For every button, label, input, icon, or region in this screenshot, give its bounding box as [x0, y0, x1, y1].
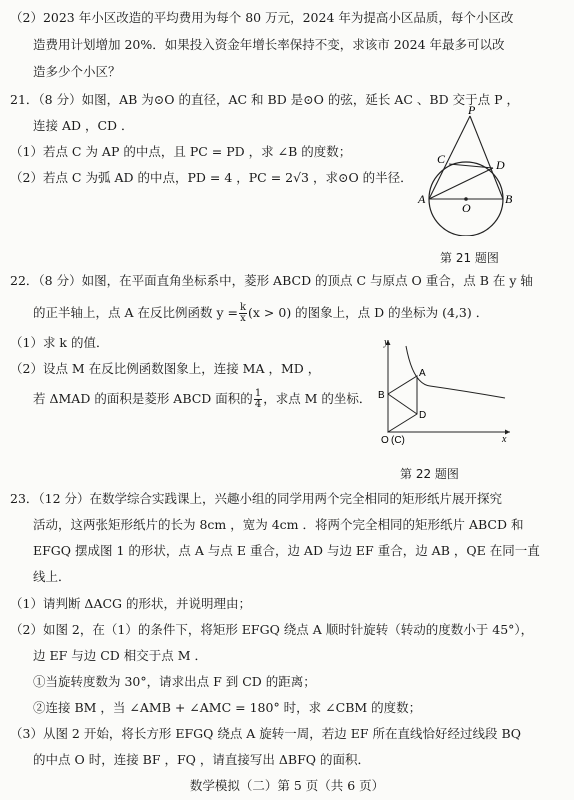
q20-part2-line3: 造多少个小区？ — [33, 64, 121, 79]
q21-figure — [410, 106, 528, 236]
q22-sub1: （1）求 k 的值． — [10, 335, 109, 350]
label-a: A — [419, 368, 426, 379]
label-d: D — [419, 410, 427, 421]
q23-sub2-item2: ②连接 BM ，当 ∠AMB + ∠AMC = 180° 时，求 ∠CBM 的度数； — [33, 700, 422, 715]
q22-line2-b: (x > 0) 的图象上，点 D 的坐标为 (4,3) ． — [248, 305, 489, 320]
label-d: D — [496, 158, 505, 172]
diagonal-bd — [388, 394, 417, 414]
label-o: O — [462, 201, 471, 215]
q21-caption: 第 21 题图 — [440, 251, 499, 265]
q22-sub3 — [33, 389, 371, 410]
q23-sub3-line1: （3）从图 2 开始，将长方形 EFGQ 绕点 A 旋转一周，若边 EF 所在直线恰好经过线段 BQ — [10, 726, 521, 741]
fraction-k-over-x — [239, 303, 247, 324]
q20-part2-line2: 造费用计划增加 20%．如果投入资金年增长率保持不变，求该市 2024 年最多可以改 — [33, 37, 505, 52]
fraction-one-quarter — [254, 389, 262, 410]
q21-line1: 21．（8 分）如图，AB 为⊙O 的直径，AC 和 BD 是⊙O 的弦，延长 AC 、BD 交于点 P ， — [10, 92, 519, 107]
label-a: A — [418, 192, 426, 206]
label-b: B — [378, 390, 385, 401]
label-c: (C) — [391, 435, 405, 446]
page-footer: 数学模拟（二）第 5 页（共 6 页） — [189, 778, 385, 793]
q23-line4: 线上． — [33, 569, 71, 584]
q22-sub3-a: 若 ΔMAD 的面积是菱形 ABCD 面积的 — [33, 391, 253, 406]
q23-sub2-line1: （2）如图 2，在（1）的条件下，将矩形 EFGQ 绕点 A 顺时针旋转（转动的度数小于 45°）， — [10, 622, 534, 637]
q21-line2: 连接 AD ，CD ． — [33, 118, 134, 133]
q22-caption: 第 22 题图 — [400, 467, 459, 481]
q22-figure — [370, 336, 515, 446]
q23-sub2-line2: 边 EF 与边 CD 相交于点 M ． — [33, 648, 208, 663]
q23-sub1: （1）请判断 ΔACG 的形状，并说明理由； — [10, 596, 252, 611]
frac-q-num: 1 — [254, 388, 262, 399]
q23-sub3-line2: 的中点 O 时，连接 BF ，FQ ，请直接写出 ΔBFQ 的面积． — [33, 752, 370, 767]
line-cd — [449, 164, 493, 168]
q23-line1: 23．（12 分）在数学综合实践课上，兴趣小组的同学用两个完全相同的矩形纸片展开探究 — [10, 491, 503, 506]
line-ad — [429, 168, 493, 199]
q23-line2: 活动，这两张矩形纸片的长为 8cm ，宽为 4cm ．将两个完全相同的矩形纸片 ABCD 和 — [33, 517, 524, 532]
q22-line2 — [33, 303, 488, 324]
label-o: O — [381, 435, 389, 446]
label-x: x — [502, 434, 507, 445]
frac-q-den: 4 — [254, 399, 262, 410]
q23-line3: EFGQ 摆成图 1 的形状，点 A 与点 E 重合，边 AD 与边 EF 重合，边 AB ，QE 在同一直 — [33, 543, 540, 558]
frac-k-num: k — [239, 302, 247, 313]
frac-k-den: x — [240, 313, 246, 324]
q22-sub3-b: ，求点 M 的坐标． — [263, 391, 372, 406]
q22-sub2: （2）设点 M 在反比例函数图象上，连接 MA ，MD ， — [10, 361, 321, 376]
q21-sub1: （1）若点 C 为 AP 的中点，且 PC = PD ，求 ∠B 的度数； — [10, 144, 352, 159]
q22-line2-a: 的正半轴上，点 A 在反比例函数 y = — [33, 305, 238, 320]
label-b: B — [505, 192, 513, 206]
label-y: y — [384, 337, 389, 348]
q20-part2-line1: （2）2023 年小区改造的平均费用为每个 80 万元，2024 年为提高小区品质，每个小区改 — [10, 10, 514, 25]
line-ap — [429, 116, 470, 199]
q21-sub2: （2）若点 C 为弧 AD 的中点，PD = 4 ，PC = 2√3 ，求⊙O 的半径． — [10, 170, 413, 185]
q23-sub2-item1: ①当旋转度数为 30°，请求出点 F 到 CD 的距离； — [33, 674, 316, 689]
label-p: P — [468, 106, 476, 117]
label-c: C — [437, 152, 446, 166]
q22-line1: 22．（8 分）如图，在平面直角坐标系中，菱形 ABCD 的顶点 C 与原点 O 重合，点 B 在 y 轴 — [10, 273, 533, 288]
